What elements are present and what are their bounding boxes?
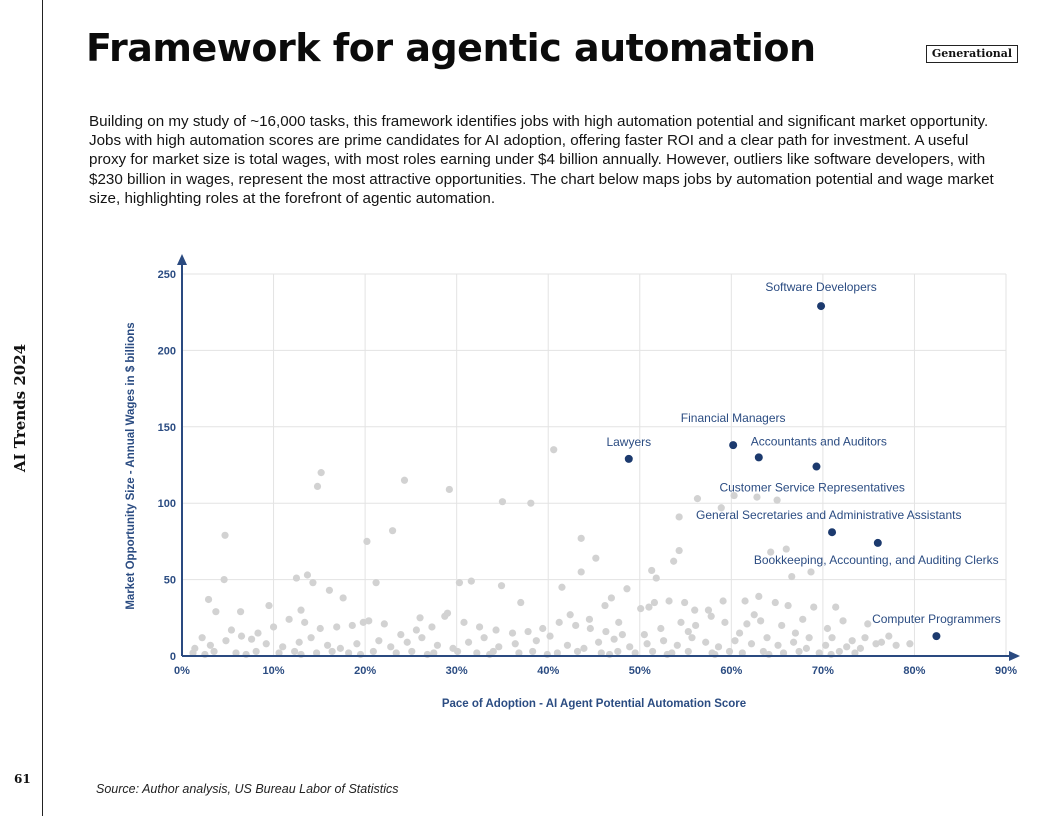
background-point <box>460 619 467 626</box>
background-point <box>857 645 864 652</box>
point-label: Financial Managers <box>680 411 786 426</box>
background-point <box>556 619 563 626</box>
background-point <box>586 616 593 623</box>
background-point <box>205 596 212 603</box>
background-point <box>839 617 846 624</box>
background-point <box>546 633 553 640</box>
background-point <box>492 626 499 633</box>
background-point <box>637 605 644 612</box>
y-tick-label: 150 <box>157 421 176 434</box>
background-point <box>665 597 672 604</box>
x-tick-label: 30% <box>445 665 468 677</box>
y-tick-label: 250 <box>157 269 176 281</box>
background-point <box>307 634 314 641</box>
background-point <box>736 629 743 636</box>
background-point <box>872 640 879 647</box>
background-point <box>580 645 587 652</box>
background-point <box>360 619 367 626</box>
background-point <box>238 633 245 640</box>
background-point <box>587 625 594 632</box>
background-point <box>389 527 396 534</box>
background-point <box>574 648 581 655</box>
background-point <box>207 642 214 649</box>
intro-paragraph: Building on my study of ~16,000 tasks, this framework identifies jobs with high automation potential and significant market opportunity. Jobs with high automation scores are prime candidates for AI adoption, offering faster ROI and a clear path for investment. A useful proxy for market size is total wages, with most roles earning under $4 billion annually. However, outliers like software developers, with $230 billion in wages, represent the most attractive opportunities. The chart below maps jobs by automation potential and wage market size, highlighting roles at the forefront of agentic automation. <box>89 113 994 207</box>
background-point <box>649 648 656 655</box>
background-point <box>529 648 536 655</box>
background-point <box>413 626 420 633</box>
background-point <box>326 587 333 594</box>
background-point <box>270 623 277 630</box>
background-point <box>674 642 681 649</box>
x-tick-label: 70% <box>811 665 834 677</box>
background-point <box>418 634 425 641</box>
background-point <box>404 639 411 646</box>
background-point <box>237 608 244 615</box>
x-tick-label: 80% <box>903 665 926 677</box>
x-tick-label: 90% <box>994 665 1018 677</box>
background-point <box>434 642 441 649</box>
background-point <box>849 637 856 644</box>
background-point <box>741 597 748 604</box>
background-point <box>517 599 524 606</box>
background-point <box>688 634 695 641</box>
background-point <box>353 640 360 647</box>
background-point <box>615 619 622 626</box>
background-point <box>210 648 217 655</box>
x-axis-title: Pace of Adoption - AI Agent Potential Automation Score <box>441 698 747 710</box>
background-point <box>416 614 423 621</box>
background-point <box>807 568 814 575</box>
background-point <box>293 574 300 581</box>
background-point <box>731 637 738 644</box>
background-point <box>349 622 356 629</box>
background-point <box>685 628 692 635</box>
background-point <box>296 639 303 646</box>
background-point <box>498 582 505 589</box>
background-point <box>660 637 667 644</box>
highlighted-point <box>729 441 737 449</box>
background-point <box>481 634 488 641</box>
background-point <box>864 620 871 627</box>
background-point <box>495 643 502 650</box>
background-point <box>691 607 698 614</box>
side-label: AI Trends 2024 <box>11 343 29 473</box>
y-tick-label: 50 <box>163 574 176 587</box>
y-axis-arrow <box>177 254 187 265</box>
background-point <box>626 643 633 650</box>
background-point <box>539 625 546 632</box>
background-point <box>465 639 472 646</box>
side-rule <box>42 0 43 816</box>
point-label: Customer Service Representatives <box>719 480 905 495</box>
background-point <box>602 628 609 635</box>
background-point <box>428 623 435 630</box>
background-point <box>783 545 790 552</box>
background-point <box>611 636 618 643</box>
background-point <box>309 579 316 586</box>
point-label: Software Developers <box>765 280 877 295</box>
background-point <box>774 497 781 504</box>
background-point <box>253 648 260 655</box>
background-point <box>263 640 270 647</box>
background-point <box>694 495 701 502</box>
background-point <box>567 611 574 618</box>
background-point <box>222 637 229 644</box>
category-badge: Generational <box>926 45 1018 63</box>
background-point <box>558 584 565 591</box>
background-point <box>476 623 483 630</box>
background-point <box>304 571 311 578</box>
background-point <box>832 604 839 611</box>
y-tick-label: 200 <box>157 345 176 358</box>
background-point <box>297 607 304 614</box>
background-point <box>254 629 261 636</box>
background-point <box>824 625 831 632</box>
background-point <box>333 623 340 630</box>
background-point <box>527 500 534 507</box>
x-tick-label: 0% <box>174 665 190 677</box>
background-point <box>810 604 817 611</box>
background-point <box>757 617 764 624</box>
background-point <box>644 640 651 647</box>
background-point <box>248 636 255 643</box>
background-point <box>363 538 370 545</box>
background-point <box>397 631 404 638</box>
background-point <box>822 642 829 649</box>
background-point <box>550 446 557 453</box>
background-point <box>653 574 660 581</box>
background-point <box>755 593 762 600</box>
background-point <box>509 629 516 636</box>
background-point <box>619 631 626 638</box>
highlighted-point <box>817 302 825 310</box>
background-point <box>578 568 585 575</box>
background-point <box>715 643 722 650</box>
background-point <box>314 483 321 490</box>
background-point <box>799 616 806 623</box>
background-point <box>572 622 579 629</box>
highlighted-point <box>625 455 633 463</box>
point-label: Computer Programmers <box>872 612 1001 627</box>
background-point <box>648 567 655 574</box>
background-point <box>843 643 850 650</box>
background-point <box>806 634 813 641</box>
background-point <box>676 547 683 554</box>
background-point <box>753 493 760 500</box>
background-point <box>885 633 892 640</box>
x-axis-arrow <box>1009 651 1020 661</box>
background-point <box>893 642 900 649</box>
background-point <box>454 648 461 655</box>
background-point <box>778 622 785 629</box>
background-point <box>623 585 630 592</box>
background-point <box>372 579 379 586</box>
background-point <box>564 642 571 649</box>
background-point <box>763 634 770 641</box>
background-point <box>221 576 228 583</box>
background-point <box>441 613 448 620</box>
background-point <box>592 555 599 562</box>
background-point <box>512 640 519 647</box>
background-point <box>601 602 608 609</box>
background-point <box>792 629 799 636</box>
background-point <box>641 631 648 638</box>
point-label: General Secretaries and Administrative Assistants <box>696 508 962 523</box>
background-point <box>790 639 797 646</box>
point-label: Lawyers <box>606 434 652 449</box>
background-point <box>861 634 868 641</box>
background-point <box>681 599 688 606</box>
highlighted-point <box>932 632 940 640</box>
background-point <box>370 648 377 655</box>
background-point <box>337 645 344 652</box>
background-point <box>265 602 272 609</box>
background-point <box>524 628 531 635</box>
background-point <box>499 498 506 505</box>
background-point <box>651 599 658 606</box>
background-point <box>677 619 684 626</box>
background-point <box>286 616 293 623</box>
background-point <box>685 648 692 655</box>
highlighted-point <box>828 528 836 536</box>
background-point <box>702 639 709 646</box>
background-point <box>446 486 453 493</box>
background-point <box>726 648 733 655</box>
highlighted-points <box>606 280 1000 640</box>
background-point <box>387 643 394 650</box>
background-point <box>708 613 715 620</box>
highlighted-point <box>874 539 882 547</box>
page-number: 61 <box>14 772 31 786</box>
background-point <box>318 469 325 476</box>
background-point <box>614 648 621 655</box>
page-title: Framework for agentic automation <box>86 26 816 70</box>
background-point <box>329 648 336 655</box>
y-axis-title: Market Opportunity Size - Annual Wages in $ billions <box>125 322 137 610</box>
background-point <box>228 626 235 633</box>
point-label: Bookkeeping, Accounting, and Auditing Clerks <box>753 552 999 567</box>
x-tick-label: 10% <box>262 665 285 677</box>
background-point <box>784 602 791 609</box>
background-point <box>324 642 331 649</box>
background-point <box>795 648 802 655</box>
background-point <box>199 634 206 641</box>
background-point <box>608 594 615 601</box>
background-point <box>291 648 298 655</box>
background-point <box>408 648 415 655</box>
background-point <box>212 608 219 615</box>
background-point <box>721 619 728 626</box>
x-tick-label: 60% <box>720 665 743 677</box>
background-point <box>381 620 388 627</box>
background-point <box>657 625 664 632</box>
background-point <box>788 573 795 580</box>
y-tick-label: 100 <box>157 498 176 511</box>
background-point <box>743 620 750 627</box>
background-point <box>719 597 726 604</box>
background-point <box>375 637 382 644</box>
background-point <box>828 634 835 641</box>
point-label: Accountants and Auditors <box>750 434 887 449</box>
background-point <box>456 579 463 586</box>
background-point <box>578 535 585 542</box>
background-point <box>468 578 475 585</box>
highlighted-point <box>812 463 820 471</box>
background-point <box>836 648 843 655</box>
background-point <box>748 640 755 647</box>
background-point <box>645 604 652 611</box>
background-point <box>301 619 308 626</box>
background-point <box>670 558 677 565</box>
background-point <box>803 645 810 652</box>
source-note: Source: Author analysis, US Bureau Labor of Statistics <box>96 782 399 796</box>
x-tick-label: 20% <box>354 665 377 677</box>
background-point <box>692 622 699 629</box>
background-point <box>279 643 286 650</box>
background-point <box>533 637 540 644</box>
background-point <box>340 594 347 601</box>
highlighted-point <box>755 453 763 461</box>
background-point <box>772 599 779 606</box>
background-point <box>595 639 602 646</box>
scatter-chart <box>110 244 1030 724</box>
x-tick-label: 40% <box>537 665 560 677</box>
x-tick-label: 50% <box>628 665 651 677</box>
background-point <box>774 642 781 649</box>
background-point <box>676 513 683 520</box>
background-point <box>751 611 758 618</box>
background-point <box>317 625 324 632</box>
background-point <box>401 477 408 484</box>
background-point <box>221 532 228 539</box>
y-tick-label: 0 <box>169 651 176 663</box>
background-point <box>906 640 913 647</box>
grid <box>182 274 1006 656</box>
